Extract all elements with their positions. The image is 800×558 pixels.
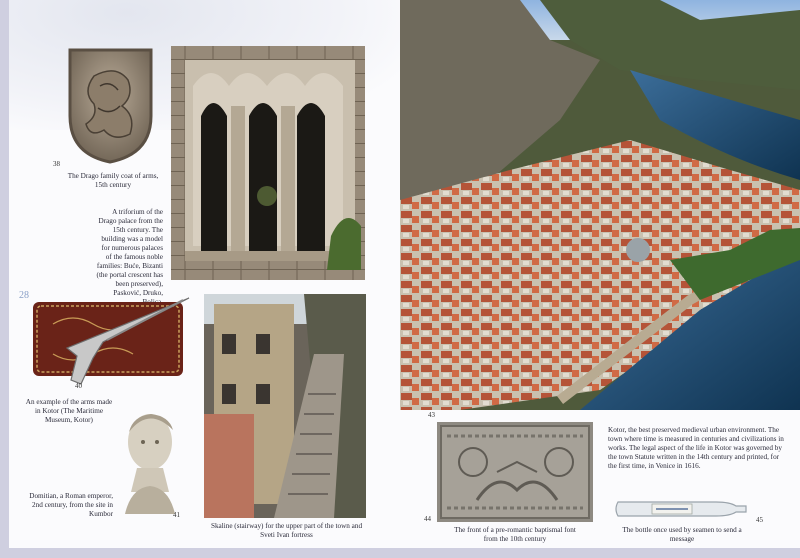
figure-number-38: 38 [53,160,60,168]
stairway-street-image [204,294,366,518]
caption-arms: An example of the arms made in Kotor (The Maritime Museum, Kotor) [25,398,113,424]
caption-skaline: Skaline (stairway) for the upper part of the town and Sveti Ivan fortress [210,522,363,539]
figure-number-45: 45 [756,516,763,524]
right-page [400,0,800,548]
caption-baptismal-font: The front of a pre-romantic baptismal font from the 10th century [454,526,576,543]
caption-coat-of-arms: The Drago family coat of arms, 15th century [67,172,159,189]
caption-triforium: A triforium of the Drago palace from the 15th century. The building was a model for numerous palaces of the famous noble families: Buće, Bizanti (the portal crescent has been preserved), Pasković, Druko, [96,208,163,297]
caption-message-bottle: The bottle once used by seamen to send a message [622,526,742,543]
figure-number-41: 41 [173,511,180,519]
figure-number-43: 43 [428,411,435,419]
figure-number-44: 44 [424,515,431,523]
pistol-image [33,294,193,386]
domitian-bust-image [113,404,187,520]
left-page [9,0,400,548]
kotor-aerial-image [400,0,800,410]
figure-number-40: 40 [75,382,82,390]
baptismal-font-relief-image [437,422,593,522]
message-bottle-image [612,492,748,526]
coat-of-arms-image [64,46,157,164]
page-number-left: 28 [19,290,29,301]
triforium-window-image [171,46,365,280]
kotor-description: Kotor, the best preserved medieval urban environment. The town where time is measured in centuries and civilizations in works. The legal aspect of the life in Kotor was governed by the town Statute written in the 14th century and printed, for the first time, in Venice in 1616. [608,426,784,470]
caption-domitian: Domitian, a Roman emperor, 2nd century, from the site in Kumbor [29,492,113,518]
